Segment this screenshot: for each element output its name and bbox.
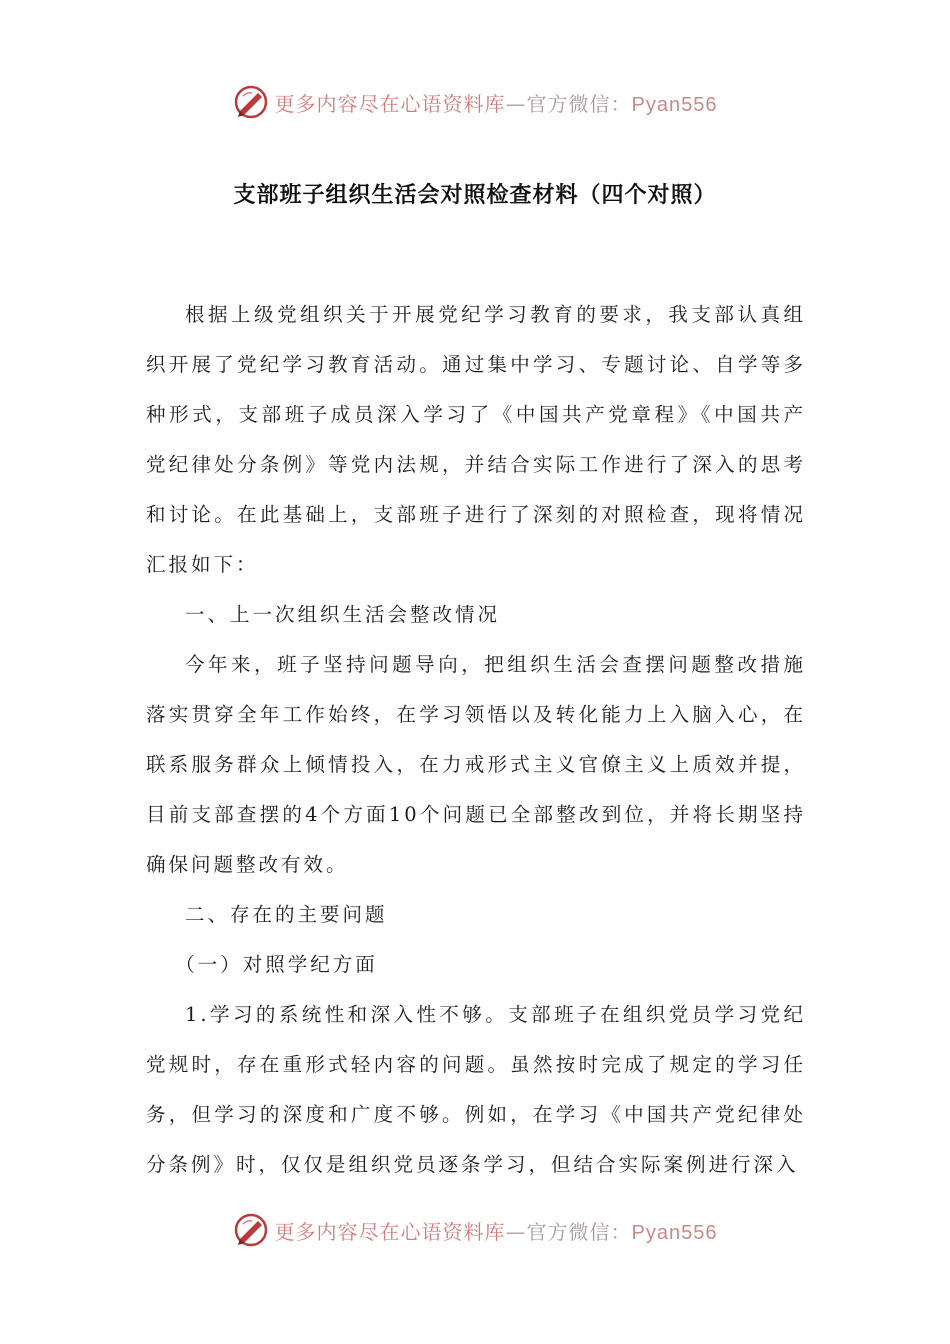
banner-brand: 更多内容尽在心语资料库: [274, 1219, 506, 1244]
banner-separator: —: [505, 1219, 527, 1244]
pen-logo-icon: [233, 1212, 269, 1248]
banner-wechat-id: Pyan556: [631, 1221, 718, 1244]
paragraph-intro: 根据上级党组织关于开展党纪学习教育的要求，我支部认真组织开展了党纪学习教育活动。通过集中学习、专题讨论、自学等多种形式，支部班子成员深入学习了《中国共产党章程》《中国共产党纪律处分条例》等党内法规，并结合实际工作进行了深入的思考和讨论。在此基础上，支部班子进行了深刻的对照检查，现将情况汇报如下：: [146, 303, 806, 576]
banner-separator: —: [505, 91, 527, 116]
pen-logo-icon: [233, 84, 269, 120]
header-banner: [0, 80, 950, 124]
banner-wechat-label: 官方微信：: [526, 91, 632, 116]
section-heading-2: 二、存在的主要问题: [185, 903, 388, 926]
banner-brand: 更多内容尽在心语资料库: [274, 91, 506, 116]
paragraph-issue-1: 1.学习的系统性和深入性不够。支部班子在组织党员学习党纪党规时，存在重形式轻内容的问题。虽然按时完成了规定的学习任务，但学习的深度和广度不够。例如，在学习《中国共产党纪律处分条例》时，仅仅是组织党员逐条学习，但结合实际案例进行深入: [146, 1003, 806, 1176]
subsection-heading-1: （一）对照学纪方面: [175, 953, 378, 976]
banner-text: [275, 1216, 718, 1245]
banner-wechat-label: 官方微信：: [526, 1219, 632, 1244]
section-heading-1: 一、上一次组织生活会整改情况: [185, 603, 501, 626]
footer-banner: [0, 1208, 950, 1252]
paragraph-rectification: 今年来，班子坚持问题导向，把组织生活会查摆问题整改措施落实贯穿全年工作始终，在学习领悟以及转化能力上入脑入心，在联系服务群众上倾情投入，在力戒形式主义官僚主义上质效并提，目前支部查摆的4个方面10个问题已全部整改到位，并将长期坚持确保问题整改有效。: [146, 653, 806, 876]
banner-text: [275, 88, 718, 117]
document-title: 支部班子组织生活会对照检查材料（四个对照）: [233, 183, 717, 208]
banner-wechat-id: Pyan556: [631, 93, 718, 116]
document-body: [146, 290, 806, 1190]
